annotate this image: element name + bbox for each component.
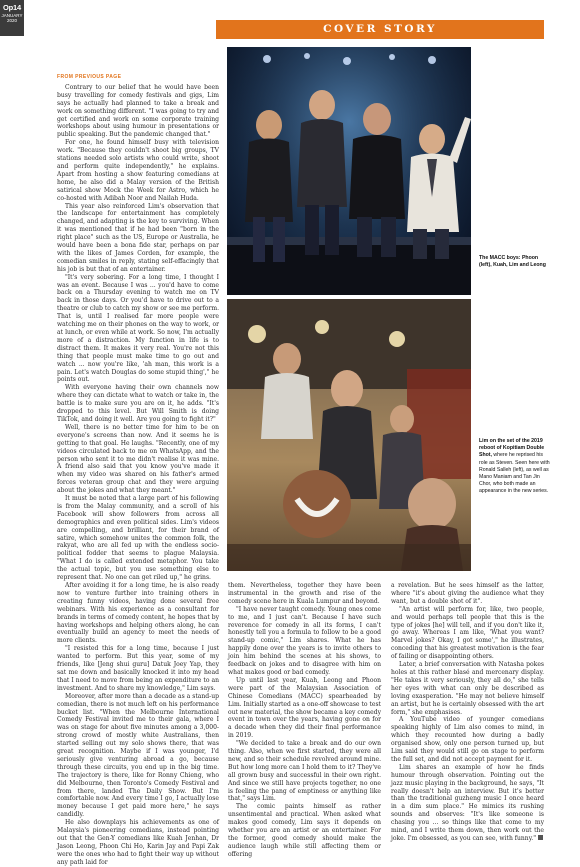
paragraph: "It's very sobering. For a long time, I thought I was an event. Because I was ... you'd have to come back on a Thursday evening to watch me on TV back in those days. Or you'd have to drive out to a theatre or club to catch my show or see me perform. That is, until I realised far more people were watching me on their phones on the way to work, or at lunch, or even while at work. So now, I'm actually more of a distraction. My function in life is to distract them. It makes it very real. You're not this thing that people must make time to go out and watch ... now you're like, 'ah man, this work is a pain. Let's watch Douglas do some stupid thing'," he points out. [57,273,219,384]
page-number: Op14 [3,3,21,12]
caption-top-photo: The MACC boys: Phoon (left), Kuah, Lim and Leong [479,255,546,269]
article-column-1 [57,74,219,867]
paragraph: Lim shares an example of how he finds humour through observation. Pointing out the jazz music playing in the background, he says, "It really doesn't help an interview. But it's better than the traditional guzheng music I once heard in a dim sum place." He mimics its rushing sounds and observes: "It's like someone is chasing you ... so things like that come to my mind, and I write them down, then work out the joke. I'm obsessed, as you can see, with funny." [391,763,544,842]
article-column-2 [228,582,381,859]
photo-macc-boys [227,47,471,295]
issue-month: JANUARY [1,13,23,18]
paragraph: "I resisted this for a long time, because I just wanted to perform. But this year, some of my friends, like [Jeng shui guru] Datuk Joey Yap, they sat me down and basically knocked it into my head that I need to move from being an expenditure to an investment. And to share my knowledge," Lim says. [57,645,219,692]
article-column-3 [391,582,544,843]
paragraph: A YouTube video of younger comedians speaking highly of Lim also comes to mind, in which they recounted how during a badly organised show, only one person turned up, but Lim said they would still go on stage to perform the full set, and did not accept payment for it. [391,716,544,763]
caption-bottom-photo [479,438,551,496]
kicker: FROM PREVIOUS PAGE [57,74,122,80]
paragraph: He also downplays his achievements as one of Malaysia's pioneering comedians, instead pointing out that the Gen-Y comedians like Kuah Jenhan, Dr Jason Leong, Phoon Chi Ho, Karin Jay and Papi Zak were the ones who had to fight their way up without any path laid for [57,819,219,866]
caption-bottom-bold: Lim on the set of the 2019 reboot of Kopitiam Double Shot, [479,438,545,459]
issue-year: 2020 [6,18,17,23]
paragraph: "An artist will perform for, like, two people, and would perhaps tell people that this is the type of jokes [he] will tell, and if you don't like it, go away. Whereas I am like, 'What you want? Marvel jokes? Okay, I got some'," he illustrates, conceding that his greatest motivation is the fear of failing or disappointing others. [391,605,544,661]
page-badge [0,0,24,36]
paragraph: For one, he found himself busy with television work. "Because they couldn't shoot big groups, TV stations needed solo artists who could write, shoot and perform quite independently," he explains. Apart from hosting a show featuring comedians at home, he also did a Malay version of the British satirical show Mock the Week for Astro, which he co-hosted with Adibah Noor and Nailah Huda. [57,139,219,202]
photo-kopitiam-set [227,299,471,571]
page-edge [0,0,22,811]
paragraph: a revelation. But he sees himself as the latter, where "it's about giving the audience what they want, but a double shot of it". [391,582,544,605]
column-3-paragraphs [391,582,544,843]
end-of-article-mark [538,835,543,840]
column-2-paragraphs [228,582,381,859]
section-banner: COVER STORY [216,20,544,39]
paragraph: Up until last year, Kuah, Leong and Phoon were part of the Malaysian Association of Chinese Comedians (MACC) spearheaded by Lim. Initially started as a one-off showcase to test out new material, the show became a key comedy event in town over the years, having gone on for a decade when they did their final performance in 2019. [228,676,381,740]
paragraph: The comic paints himself as rather unsentimental and practical. When asked what makes good comedy, Lim says it depends on whether you are an artist or an entertainer. For the former, good comedy should make the audience laugh while still affecting them or offering [228,803,381,858]
paragraph: After avoiding it for a long time, he is also ready now to venture further into training others in creating funny videos, having done several free webinars. With his experience as a consultant for brands in terms of comedy content, he hopes that by having workshops and helping others along, he can eventually build an agency to meet the needs of more clients. [57,582,219,645]
paragraph: "I have never taught comedy. Young ones come to me, and I just can't. Because I have such reverence for comedy in all its forms, I can't honestly tell you a formula to follow to be a good stand-up comic," Lim shares. What he has happily done over the years is to invite others to join him behind the scenes at his shows, to feedback on jokes and to disagree with him on what makes good or bad comedy. [228,605,381,676]
paragraph: Well, there is no better time for him to be on everyone's screens than now. And it seems he is getting to that goal. He laughs. "Recently, one of my videos circulated back to me on WhatsApp, and the person who sent it to me didn't realise it was mine. A friend also said that you know you've made it when my video was shared on his father's armed forces veteran group chat and they were arguing about the jokes and what they meant." [57,423,219,495]
paragraph: "We decided to take a break and do our own thing. Also, when we first started, they were all new, and so their schedule revolved around mine. But how long more can I hold them to it? They've all grown busy and successful in their own right. And since we still have projects together, no one is feeling the pang of emptiness or anything like that," says Lim. [228,740,381,803]
paragraph: Later, a brief conversation with Natasha pokes holes at this rather blasé and mercenary display. "He takes it very seriously, they all do," she tells her eyes with what can only be described as loving exasperation. "He may not believe himself an artist, but he is certainly obsessed with the art form," she emphasises. [391,661,544,716]
caption-bottom-rest: where he reprised his role as Steven. Seen here with Ronald Salleh (left), as well as Mano Maniam and Tan Jin Chor, who both made an appearance in the new series. [479,452,550,495]
paragraph: them. Nevertheless, together they have been instrumental in the growth and rise of the comedy scene here in Kuala Lumpur and beyond. [228,582,381,605]
paragraph: It must be noted that a large part of his following is from the Malay community, and a scroll of his Facebook will show followers from across all demographics and even political sides. Lim's videos are compelling, and brilliant, for their brand of satire, which somehow unites the common folk, the rakyat, who are all fed up with the endless socio-political fodder that seems to plague Malaysia. "What I do is called extended metaphor. You take the actual topic, but you use something else to represent that. No one can get riled up," he grins. [57,495,219,582]
paragraph: Moreover, after more than a decade as a stand-up comedian, there is not much left on his performance bucket list. "When the Melbourne International Comedy Festival invited me to their gala, where I was on stage for about five minutes among a 3,000-strong crowd of mostly white Australians, then started selling out my solo shows there, that was great recognition. Maybe if I was younger, I'd seriously give venturing abroad a go, because through these circuits, you end up in the big time. The trajectory is there, like for Ronny Chieng, who did Melbourne, then Toronto's Comedy Festival and from there, landed The Daily Show. But I'm comfortable now. And every time I go, I actually lose money because I get paid more here," he says candidly. [57,692,219,819]
paragraph: With everyone having their own channels now where they can dictate what to watch or take in, the battle is to make sure you are on it, he adds. "It's dropped to this level. But Will Smith is doing TikTok, and doing it well. Are you going to fight it?" [57,384,219,423]
column-1-paragraphs [57,84,219,867]
paragraph: This year also reinforced Lim's observation that the landscape for entertainment has completely changed, and adapting is the key to surviving. When it was mentioned that if he had been "born in the right place" such as the US, Europe or Australia, he would have been a bona fide star, perhaps on par with the likes of James Corden, for example, the comedian smiles in reply, stating self-effacingly that his job is but that of an entertainer. [57,202,219,273]
paragraph: Contrary to our belief that he would have been busy travelling for comedy festivals and gigs, Lim says he actually had planned to take a break and work on something different. "I was going to try and get certified and work on some corporate training workshops about using humour in presentations or public speaking. But the pandemic changed that." [57,83,219,139]
